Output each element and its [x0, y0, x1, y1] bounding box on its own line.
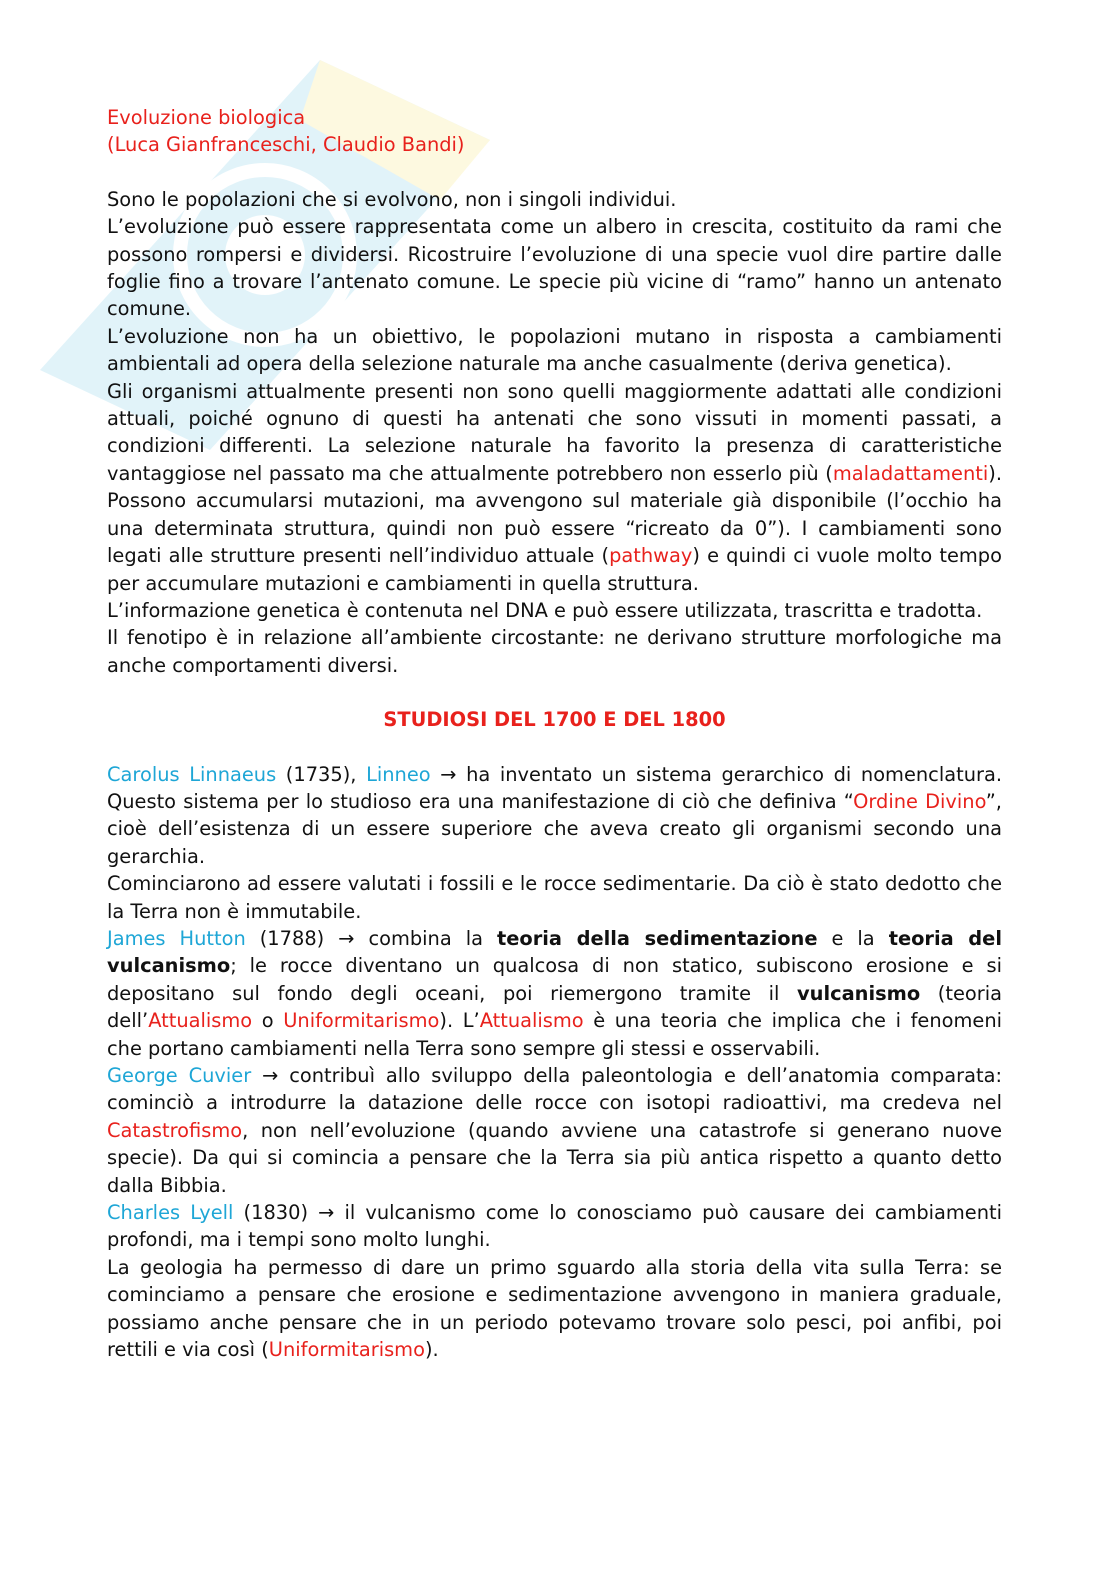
- term-uniformitarismo: Uniformitarismo: [283, 1009, 440, 1033]
- name-james-hutton: James Hutton: [107, 926, 246, 950]
- paragraph-fossili: Cominciarono ad essere valutati i fossili e le rocce sedimentarie. Da ciò è stato dedotto che la Terra non è immutabile.: [107, 872, 1002, 923]
- paragraph-4: Gli organismi attualmente presenti non sono quelli maggiormente adattati alle condizioni attuali, poiché ognuno di questi ha antenati che sono vissuti in momenti passati, a condizioni differenti. La selezione naturale ha favorito la presenza di caratteristiche vantaggiose nel passato ma che attualmente potrebbero non esserlo più (maladattamenti). Possono accumularsi mutazioni, ma avvengono sul materiale già disponibile (l’occhio ha una determinata struttura, quindi non può essere “ricreato da 0”). I cambiamenti sono legati alle strutture presenti nell’individuo attuale (pathway) e quindi ci vuole molto tempo per accumulare mutazioni e cambiamenti in quella struttura.: [107, 379, 1002, 595]
- doc-authors: (Luca Gianfranceschi, Claudio Bandi): [107, 133, 465, 157]
- paragraph-geologia: La geologia ha permesso di dare un primo sguardo alla storia della vita sulla Terra: se cominciamo a pensare che erosione e sedimentazione avvengono in maniera graduale, possiamo anche pensare che in un periodo potevamo trovare solo pesci, poi anfibi, poi rettili e via così (Uniformitarismo).: [107, 1255, 1002, 1362]
- doc-title: Evoluzione biologica: [107, 106, 306, 129]
- term-uniformitarismo-2: Uniformitarismo: [268, 1338, 425, 1362]
- name-charles-lyell: Charles Lyell: [107, 1201, 234, 1225]
- paragraph-3: L’evoluzione non ha un obiettivo, le popolazioni mutano in risposta a cambiamenti ambientali ad opera della selezione naturale ma anche casualmente (deriva genetica).: [107, 324, 1002, 376]
- name-george-cuvier: George Cuvier: [107, 1064, 252, 1087]
- term-catastrofismo: Catastrofismo: [107, 1118, 243, 1142]
- document-page: [107, 104, 1002, 1363]
- paragraph-linnaeus: Carolus Linnaeus (1735), Linneo → ha inventato un sistema gerarchico di nomenclatura. Questo sistema per lo studioso era una manifestazione di ciò che definiva “Ordine Divino”, cioè dell’esistenza di un essere superiore che aveva creato gli organismi secondo una gerarchia.: [107, 762, 1003, 868]
- term-attualismo-2: Attualismo: [479, 1009, 584, 1033]
- paragraph-6: Il fenotipo è in relazione all’ambiente circostante: ne derivano strutture morfologiche ma anche comportamenti diversi.: [107, 626, 1002, 677]
- name-linneo: Linneo: [366, 762, 431, 786]
- name-carolus-linnaeus: Carolus Linnaeus: [107, 762, 277, 786]
- paragraph-1: Sono le popolazioni che si evolvono, non i singoli individui.: [107, 187, 677, 211]
- paragraph-5: L’informazione genetica è contenuta nel DNA e può essere utilizzata, trascritta e tradotta.: [107, 598, 983, 622]
- section-heading: STUDIOSI DEL 1700 E DEL 1800: [383, 708, 726, 732]
- term-ordine-divino: Ordine Divino: [853, 789, 986, 813]
- term-attualismo: Attualismo: [148, 1009, 253, 1033]
- paragraph-cuvier: George Cuvier → contribuì allo sviluppo della paleontologia e dell’anatomia comparata: cominciò a introdurre la datazione delle rocce con isotopi radioattivi, ma credeva nel Catastrofismo, non nell’evoluzione (quando avviene una catastrofe si generano nuove specie). Da qui si comincia a pensare che la Terra sia più antica rispetto a quanto detto dalla Bibbia.: [107, 1064, 1002, 1197]
- paragraph-2: L’evoluzione può essere rappresentata come un albero in crescita, costituito da rami che possono rompersi e dividersi. Ricostruire l’evoluzione di una specie vuol dire partire dalle foglie fino a trovare l’antenato comune. Le specie più vicine di “ramo” hanno un antenato comune.: [107, 215, 1002, 321]
- term-pathway: pathway: [609, 544, 693, 568]
- paragraph-hutton: James Hutton (1788) → combina la teoria della sedimentazione e la teoria del vulcanismo; le rocce diventano un qualcosa di non statico, subiscono erosione e si depositano sul fondo degli oceani, poi riemergono tramite il vulcanismo (teoria dell’Attualismo o Uniformitarismo). L’Attualismo è una teoria che implica che i fenomeni che portano cambiamenti nella Terra sono sempre gli stessi e osservabili.: [107, 926, 1003, 1060]
- paragraph-lyell: Charles Lyell (1830) → il vulcanismo come lo conosciamo può causare dei cambiamenti profondi, ma i tempi sono molto lunghi.: [107, 1201, 1002, 1252]
- term-maladattamenti: maladattamenti: [832, 461, 989, 485]
